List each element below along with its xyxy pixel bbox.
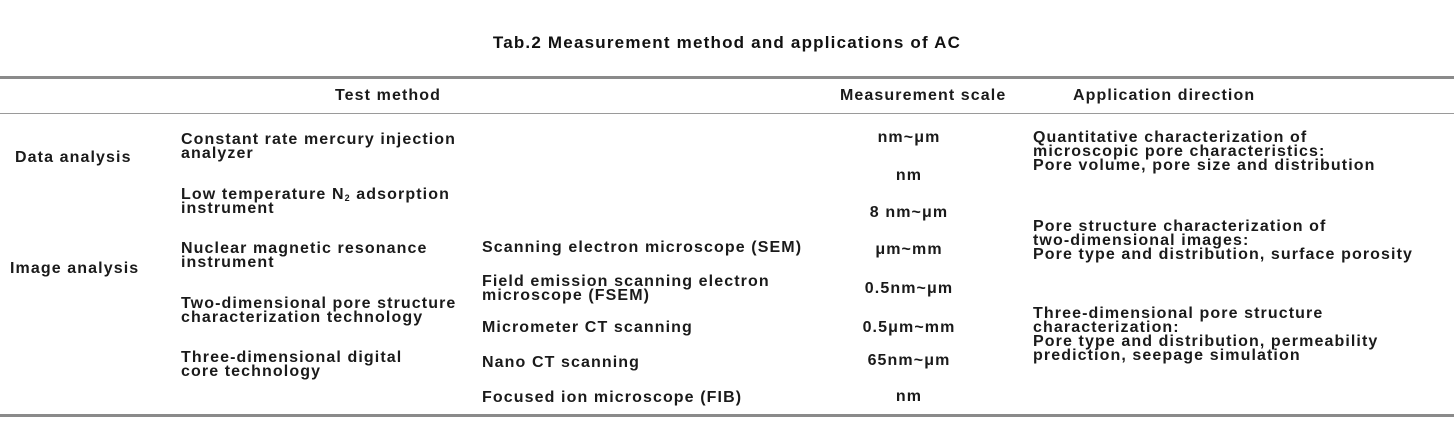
- scale-value: 0.5nm~μm: [864, 280, 954, 297]
- method-n2-text: adsorption: [350, 186, 450, 203]
- header-measurement-scale: Measurement scale: [840, 87, 1007, 104]
- method-2d-pore-line: characterization technology: [181, 309, 424, 326]
- method-fsem-line: Field emission scanning electron: [482, 273, 770, 290]
- method-3d-core-line: core technology: [181, 363, 322, 380]
- application-quantitative: [1033, 131, 1376, 173]
- application-line: two-dimensional images:: [1033, 232, 1250, 249]
- method-micro-ct: Micrometer CT scanning: [482, 319, 693, 336]
- application-line: Pore type and distribution, surface porosity: [1033, 246, 1414, 263]
- method-n2-adsorption: [181, 188, 450, 216]
- method-nmr-line: Nuclear magnetic resonance: [181, 240, 428, 257]
- method-2d-pore-line: Two-dimensional pore structure: [181, 295, 457, 312]
- application-line: Pore type and distribution, permeability: [1033, 333, 1379, 350]
- header-test-method: Test method: [335, 87, 442, 104]
- method-nmr: [181, 242, 427, 270]
- method-3d-core: [181, 351, 402, 379]
- application-line: prediction, seepage simulation: [1033, 347, 1301, 364]
- application-2d: [1033, 220, 1413, 262]
- method-mercury-injection-line: Constant rate mercury injection: [181, 131, 457, 148]
- application-line: Quantitative characterization of: [1033, 129, 1308, 146]
- category-image-analysis: Image analysis: [10, 260, 140, 277]
- method-fsem: [482, 275, 770, 303]
- scale-value: 0.5μm~mm: [862, 319, 956, 336]
- bottom-rule: [0, 414, 1454, 417]
- category-data-analysis: Data analysis: [15, 149, 132, 166]
- scale-value: 8 nm~μm: [869, 204, 949, 221]
- application-line: characterization:: [1033, 319, 1180, 336]
- top-rule: [0, 76, 1454, 79]
- application-3d: [1033, 307, 1378, 363]
- method-mercury-injection: [181, 133, 456, 161]
- scale-value: nm: [895, 388, 923, 405]
- subscript-two: 2: [344, 193, 351, 203]
- application-line: Pore structure characterization of: [1033, 218, 1327, 235]
- application-line: microscopic pore characteristics:: [1033, 143, 1326, 160]
- header-application-direction: Application direction: [1073, 87, 1256, 104]
- method-fib: Focused ion microscope (FIB): [482, 389, 743, 406]
- method-nmr-line: instrument: [181, 254, 275, 271]
- method-sem: Scanning electron microscope (SEM): [482, 239, 803, 256]
- header-rule: [0, 113, 1454, 114]
- application-line: Three-dimensional pore structure: [1033, 305, 1324, 322]
- application-line: Pore volume, pore size and distribution: [1033, 157, 1376, 174]
- scale-value: nm~μm: [877, 129, 941, 146]
- scale-value: μm~mm: [875, 241, 943, 258]
- method-2d-pore: [181, 297, 456, 325]
- method-n2-adsorption-line: instrument: [181, 200, 275, 217]
- table-title: Tab.2 Measurement method and applications of AC: [492, 33, 962, 52]
- method-nano-ct: Nano CT scanning: [482, 354, 641, 371]
- method-fsem-line: microscope (FSEM): [482, 287, 651, 304]
- method-3d-core-line: Three-dimensional digital: [181, 349, 403, 366]
- method-mercury-injection-line: analyzer: [181, 145, 254, 162]
- scale-value: nm: [895, 167, 923, 184]
- method-n2-text: Low temperature N: [181, 186, 345, 203]
- scale-value: 65nm~μm: [867, 352, 951, 369]
